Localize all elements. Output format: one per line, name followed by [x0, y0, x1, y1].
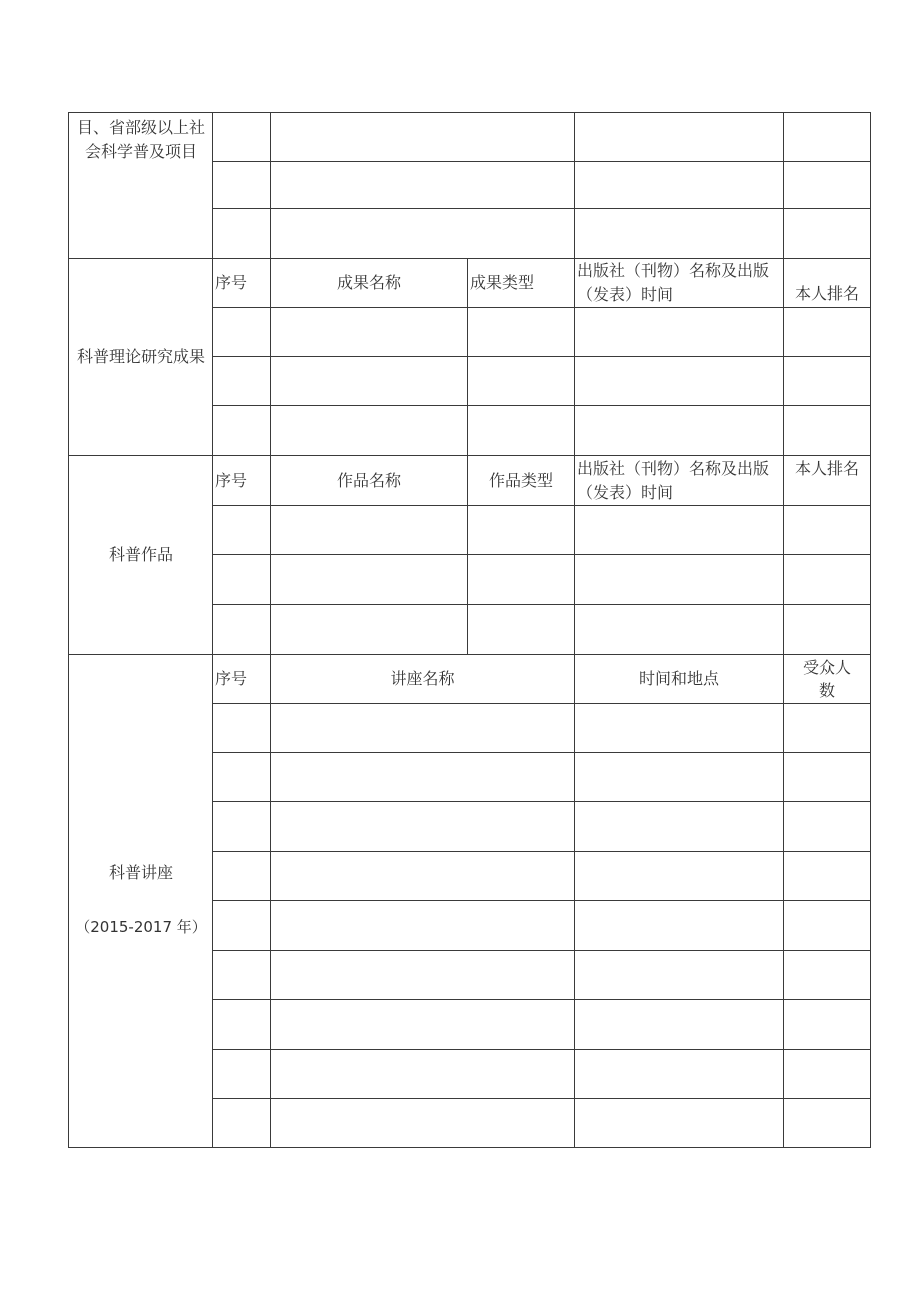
section4-label-text: 科普讲座: [108, 863, 173, 882]
section4-header-index: 序号: [215, 669, 248, 688]
section2-header-index: 序号: [215, 273, 248, 292]
section2-header-name: 成果名称: [336, 273, 401, 292]
section4-header-name: 讲座名称: [390, 669, 455, 688]
section2-header-rank: 本人排名: [794, 284, 859, 303]
section2-label: [70, 259, 212, 455]
section2-header-type: 成果类型: [470, 273, 535, 292]
section1-label-text: 目、省部级以上社会科学普及项目: [76, 118, 205, 161]
section2-label-text: 科普理论研究成果: [76, 347, 205, 366]
section3-header-index: 序号: [215, 470, 248, 490]
section4-header-time-place: 时间和地点: [638, 669, 719, 688]
section3-header-publisher: 出版社（刊物）名称及出版（发表）时间: [577, 458, 770, 502]
section4-header-audience: 受众人数: [802, 658, 851, 700]
section4-label: [70, 850, 212, 950]
section2-header-publisher: 出版社（刊物）名称及出版（发表）时间: [577, 261, 770, 304]
section3-header-name: 作品名称: [336, 470, 401, 490]
section4-years-text: （2015-2017 年）: [75, 918, 207, 936]
section1-label: [70, 114, 212, 194]
section3-header-rank: 本人排名: [794, 459, 859, 478]
section3-label: [70, 456, 212, 654]
section3-header-type: 作品类型: [488, 470, 553, 490]
section3-label-text: 科普作品: [108, 545, 173, 564]
